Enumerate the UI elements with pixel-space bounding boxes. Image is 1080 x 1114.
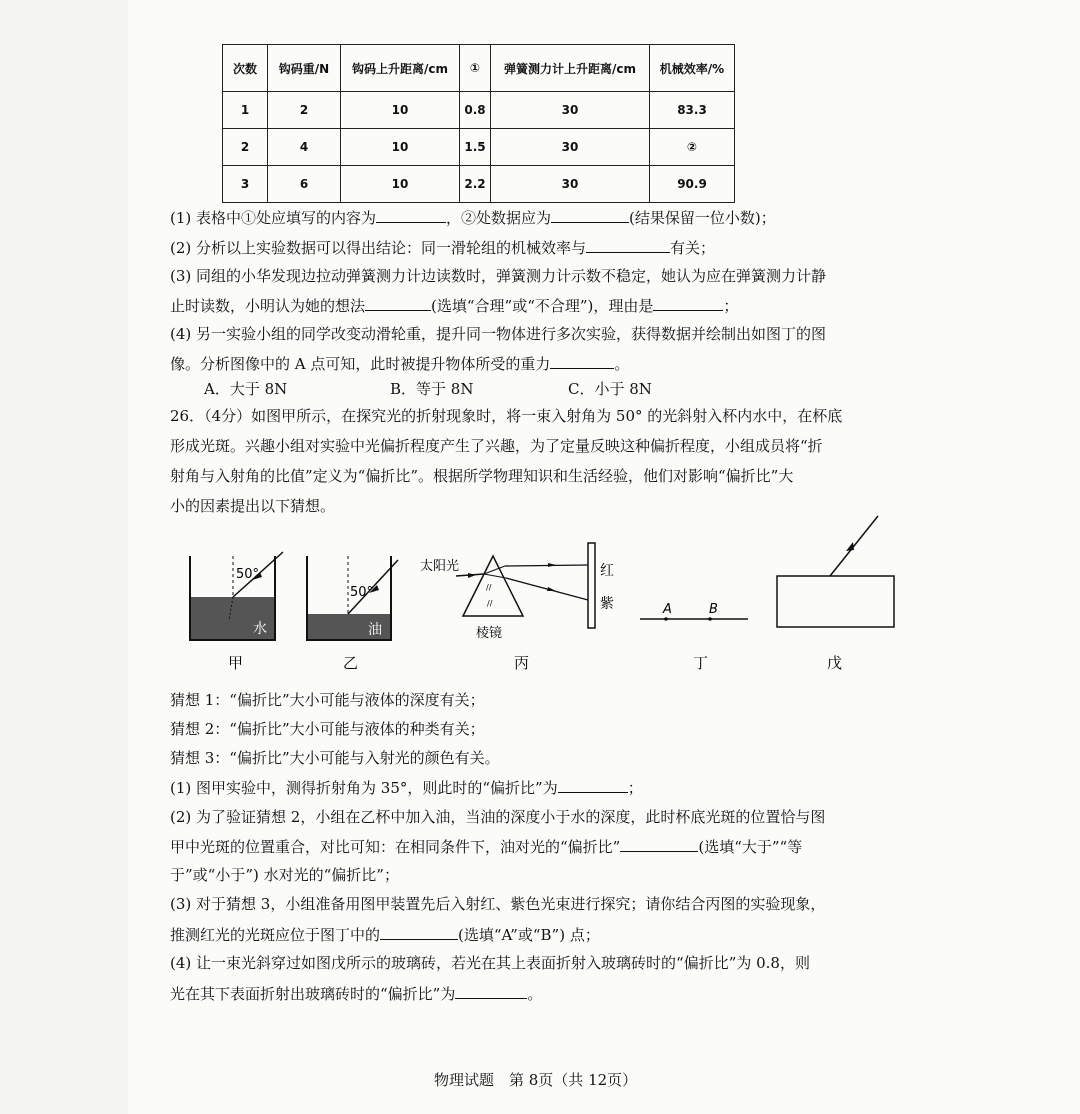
q26-intro-line4: 小的因素提出以下猜想。: [170, 497, 336, 515]
table-cell: 3: [223, 166, 268, 203]
yi-caption: 乙: [343, 654, 359, 672]
table-cell: 30: [491, 166, 650, 203]
q26-intro-line2: 形成光斑。兴趣小组对实验中光偏折程度产生了兴趣，为了定量反映这种偏折程度，小组成员将“折: [170, 437, 823, 455]
answer-blank: [455, 984, 527, 999]
table-cell: 2: [223, 129, 268, 166]
table-cell: ②: [650, 129, 735, 166]
q25-part4-line2: 像。分析图像中的 A 点可知，此时被提升物体所受的重力 。: [170, 355, 630, 373]
option-c[interactable]: C．小于 8N: [568, 380, 652, 398]
yi-angle-label: 50°: [350, 585, 374, 600]
table-header: 机械效率/%: [650, 45, 735, 92]
figure-ding: [640, 602, 748, 672]
table-cell: 10: [341, 129, 460, 166]
figure-wu: [777, 516, 894, 672]
page-footer: 物理试题 第 8页（共 12页）: [434, 1071, 638, 1089]
table-cell: 6: [268, 166, 341, 203]
table-cell: 2: [268, 92, 341, 129]
answer-blank: [558, 778, 628, 793]
table-header: 弹簧测力计上升距离/cm: [491, 45, 650, 92]
yi-liquid-label: 油: [368, 622, 382, 638]
table-cell: 1: [223, 92, 268, 129]
table-cell: 1.5: [460, 129, 491, 166]
q26-part2-line3: 于”或“小于”) 水对光的“偏折比”；: [170, 866, 399, 884]
q26-part4-line2: 光在其下表面折射出玻璃砖时的“偏折比”为 。: [170, 985, 543, 1003]
answer-blank: [620, 837, 698, 852]
prism-label: 棱镜: [476, 626, 503, 641]
prism-hatch: //: [487, 599, 493, 608]
q26-part2-line2: 甲中光斑的位置重合，对比可知：在相同条件下，油对光的“偏折比” (选填“大于”“等: [170, 838, 803, 856]
guess-2: 猜想 2：“偏折比”大小可能与液体的种类有关；: [170, 720, 485, 738]
table-header: 钩码重/N: [268, 45, 341, 92]
figure-jia: [190, 552, 283, 672]
bing-caption: 丙: [514, 654, 530, 672]
wu-caption: 戊: [827, 654, 843, 672]
point-b-label: B: [709, 602, 718, 617]
q25-part3-line1: (3) 同组的小华发现边拉动弹簧测力计边读数时，弹簧测力计示数不稳定，她认为应在弹簧测力计静: [170, 267, 827, 285]
table-cell: 90.9: [650, 166, 735, 203]
table-cell: 83.3: [650, 92, 735, 129]
q25-part1: (1) 表格中①处应填写的内容为 ，②处数据应为 (结果保留一位小数)；: [170, 209, 776, 227]
sunlight-label: 太阳光: [420, 559, 460, 574]
table-cell: 30: [491, 92, 650, 129]
guess-1: 猜想 1：“偏折比”大小可能与液体的深度有关；: [170, 691, 485, 709]
q25-part2: (2) 分析以上实验数据可以得出结论：同一滑轮组的机械效率与 有关；: [170, 239, 716, 257]
table-cell: 0.8: [460, 92, 491, 129]
q26-part3-line1: (3) 对于猜想 3，小组准备用图甲装置先后入射红、紫色光束进行探究；请你结合丙图的实验现象，: [170, 895, 826, 913]
figure-yi: [307, 556, 398, 672]
ding-caption: 丁: [693, 654, 709, 672]
q26-part2-line1: (2) 为了验证猜想 2，小组在乙杯中加入油，当油的深度小于水的深度，此时杯底光斑的位置恰与图: [170, 808, 826, 826]
table-header: 次数: [223, 45, 268, 92]
q26-intro-line3: 射角与入射角的比值”定义为“偏折比”。根据所学物理知识和生活经验，他们对影响“偏折比”大: [170, 467, 794, 485]
q26-part4-line1: (4) 让一束光斜穿过如图戊所示的玻璃砖，若光在其上表面折射入玻璃砖时的“偏折比”为 0.8，则: [170, 954, 810, 972]
option-a[interactable]: A．大于 8N: [204, 380, 288, 398]
purple-label: 紫: [600, 596, 614, 612]
table-cell: 10: [341, 166, 460, 203]
figure-bing: [420, 543, 614, 672]
jia-caption: 甲: [228, 654, 244, 672]
q25-part3-line2: 止时读数，小明认为她的想法 (选填“合理”或“不合理”)，理由是 ；: [170, 297, 739, 315]
option-b[interactable]: B．等于 8N: [390, 380, 474, 398]
table-cell: 10: [341, 92, 460, 129]
table-header: ①: [460, 45, 491, 92]
table-cell: 30: [491, 129, 650, 166]
jia-angle-label: 50°: [236, 567, 260, 582]
q26-part1: (1) 图甲实验中，测得折射角为 35°，则此时的“偏折比”为 ；: [170, 779, 643, 797]
guess-3: 猜想 3：“偏折比”大小可能与入射光的颜色有关。: [170, 749, 500, 767]
answer-blank: [380, 925, 458, 940]
table-cell: 4: [268, 129, 341, 166]
jia-liquid-label: 水: [253, 621, 267, 637]
red-label: 红: [600, 563, 614, 579]
point-a-label: A: [663, 602, 672, 617]
q25-part4-line1: (4) 另一实验小组的同学改变动滑轮重，提升同一物体进行多次实验，获得数据并绘制出如图丁的图: [170, 325, 827, 343]
q26-intro-line1: 26．（4分）如图甲所示，在探究光的折射现象时，将一束入射角为 50° 的光斜射入杯内水中，在杯底: [170, 407, 843, 425]
q26-part3-line2: 推测红光的光斑应位于图丁中的 (选填“A”或“B”) 点；: [170, 926, 600, 944]
prism-hatch: //: [486, 583, 492, 592]
table-cell: 2.2: [460, 166, 491, 203]
table-header: 钩码上升距离/cm: [341, 45, 460, 92]
